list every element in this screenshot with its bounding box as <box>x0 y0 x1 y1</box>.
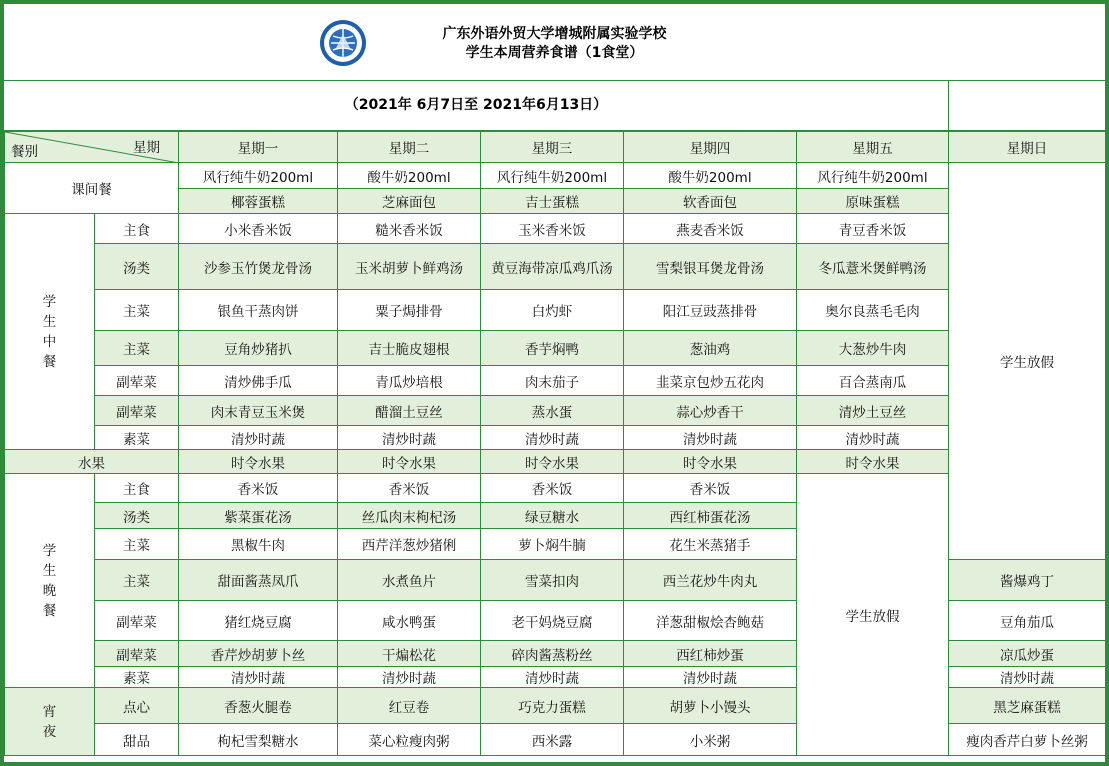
fruit-cell: 时令水果 <box>481 450 624 474</box>
table-row <box>5 396 1106 426</box>
late-snack-dish: 胡萝卜小馒头 <box>624 688 797 724</box>
sunday-dinner-dish: 酱爆鸡丁 <box>949 560 1106 601</box>
sunday-lunch-note: 学生放假 <box>949 163 1106 560</box>
date-row <box>4 81 1105 131</box>
dinner-dish: 清炒时蔬 <box>624 667 797 688</box>
dinner-dish: 西芹洋葱炒猪俐 <box>338 529 481 560</box>
dish-type: 主食 <box>95 474 179 503</box>
late-snack-dish: 香葱火腿卷 <box>179 688 338 724</box>
dish-type: 汤类 <box>95 503 179 529</box>
dinner-dish: 清炒时蔬 <box>481 667 624 688</box>
dinner-label <box>5 474 95 688</box>
meal-header: 餐别 <box>11 144 38 160</box>
lunch-dish: 肉末青豆玉米煲 <box>179 396 338 426</box>
lunch-dish: 白灼虾 <box>481 290 624 331</box>
dinner-dish: 西兰花炒牛肉丸 <box>624 560 797 601</box>
dinner-dish: 洋葱甜椒烩杏鲍菇 <box>624 601 797 641</box>
day-header: 星期二 <box>338 132 481 163</box>
lunch-dish: 清炒时蔬 <box>179 426 338 450</box>
lunch-dish: 沙参玉竹煲龙骨汤 <box>179 244 338 290</box>
lunch-dish: 冬瓜薏米煲鲜鸭汤 <box>797 244 949 290</box>
dinner-dish: 黑椒牛肉 <box>179 529 338 560</box>
dish-type: 副荤菜 <box>95 641 179 667</box>
menu-subtitle: 学生本周营养食谱（1食堂） <box>465 45 644 61</box>
date-range: （2021年 6月7日至 2021年6月13日） <box>4 81 949 130</box>
dinner-dish: 紫菜蛋花汤 <box>179 503 338 529</box>
dinner-dish: 雪菜扣肉 <box>481 560 624 601</box>
lunch-dish: 蒸水蛋 <box>481 396 624 426</box>
lunch-label <box>5 214 95 450</box>
dinner-dish: 丝瓜肉末枸杞汤 <box>338 503 481 529</box>
sunday-dinner-dish: 凉瓜炒蛋 <box>949 641 1106 667</box>
menu-table <box>4 131 1106 756</box>
sunday-late-snack-dish: 黑芝麻蛋糕 <box>949 688 1106 724</box>
lunch-dish: 肉末茄子 <box>481 366 624 396</box>
dish-type: 主食 <box>95 214 179 244</box>
dinner-dish: 香米饭 <box>338 474 481 503</box>
dish-type: 主菜 <box>95 331 179 366</box>
dinner-label-char: 学 <box>42 542 57 559</box>
snack-pastry-cell: 软香面包 <box>624 189 797 214</box>
sunday-late-snack-dish: 瘦肉香芹白萝卜丝粥 <box>949 724 1106 756</box>
late-snack-dish: 红豆卷 <box>338 688 481 724</box>
dish-type: 点心 <box>95 688 179 724</box>
late-snack-label-char: 宵 <box>42 703 57 720</box>
lunch-dish: 清炒时蔬 <box>481 426 624 450</box>
table-row <box>5 290 1106 331</box>
dish-type: 主菜 <box>95 560 179 601</box>
dish-type: 主菜 <box>95 529 179 560</box>
lunch-dish: 阳江豆豉蒸排骨 <box>624 290 797 331</box>
dish-type: 副荤菜 <box>95 396 179 426</box>
late-snack-dish: 枸杞雪梨糖水 <box>179 724 338 756</box>
dinner-dish: 花生米蒸猪手 <box>624 529 797 560</box>
lunch-dish: 糙米香米饭 <box>338 214 481 244</box>
school-name: 广东外语外贸大学增城附属实验学校 <box>442 26 667 42</box>
late-snack-label-char: 夜 <box>42 723 57 740</box>
lunch-label-char: 生 <box>42 313 57 330</box>
table-row <box>5 426 1106 450</box>
lunch-dish: 清炒佛手瓜 <box>179 366 338 396</box>
dinner-dish: 老干妈烧豆腐 <box>481 601 624 641</box>
weekday-header: 星期 <box>133 140 160 156</box>
dinner-dish: 咸水鸭蛋 <box>338 601 481 641</box>
snack-pastry-cell: 芝麻面包 <box>338 189 481 214</box>
lunch-dish: 青豆香米饭 <box>797 214 949 244</box>
lunch-dish: 黄豆海带凉瓜鸡爪汤 <box>481 244 624 290</box>
table-row <box>5 163 1106 189</box>
lunch-dish: 小米香米饭 <box>179 214 338 244</box>
dinner-label-char: 晚 <box>42 582 57 599</box>
lunch-dish: 玉米胡萝卜鲜鸡汤 <box>338 244 481 290</box>
snack-pastry-cell: 原味蛋糕 <box>797 189 949 214</box>
lunch-dish: 青瓜炒培根 <box>338 366 481 396</box>
snack-milk-cell: 酸牛奶200ml <box>624 163 797 189</box>
late-snack-dish: 小米粥 <box>624 724 797 756</box>
dinner-dish: 香米饭 <box>179 474 338 503</box>
table-row <box>5 366 1106 396</box>
dinner-dish: 清炒时蔬 <box>338 667 481 688</box>
late-snack-dish: 菜心粒瘦肉粥 <box>338 724 481 756</box>
lunch-dish: 粟子焗排骨 <box>338 290 481 331</box>
dinner-dish: 绿豆糖水 <box>481 503 624 529</box>
dish-type: 甜品 <box>95 724 179 756</box>
snack-milk-cell: 风行纯牛奶200ml <box>179 163 338 189</box>
lunch-dish: 清炒时蔬 <box>338 426 481 450</box>
table-row <box>5 214 1106 244</box>
lunch-dish: 银鱼干蒸肉饼 <box>179 290 338 331</box>
fruit-label: 水果 <box>5 450 179 474</box>
snack-pastry-cell: 吉士蛋糕 <box>481 189 624 214</box>
lunch-dish: 蒜心炒香干 <box>624 396 797 426</box>
dinner-label-char: 生 <box>42 562 57 579</box>
dinner-dish: 香米饭 <box>481 474 624 503</box>
dinner-dish: 甜面酱蒸凤爪 <box>179 560 338 601</box>
day-header: 星期三 <box>481 132 624 163</box>
fruit-cell: 时令水果 <box>338 450 481 474</box>
snack-milk-cell: 风行纯牛奶200ml <box>797 163 949 189</box>
late-snack-dish: 巧克力蛋糕 <box>481 688 624 724</box>
dish-type: 汤类 <box>95 244 179 290</box>
header <box>4 4 1105 81</box>
dinner-dish: 香芹炒胡萝卜丝 <box>179 641 338 667</box>
dinner-dish: 香米饭 <box>624 474 797 503</box>
friday-night-note: 学生放假 <box>797 474 949 756</box>
dish-type: 副荤菜 <box>95 601 179 641</box>
table-row <box>5 244 1106 290</box>
lunch-dish: 百合蒸南瓜 <box>797 366 949 396</box>
table-row <box>5 474 1106 503</box>
lunch-dish: 豆角炒猪扒 <box>179 331 338 366</box>
lunch-dish: 香芋焖鸭 <box>481 331 624 366</box>
dish-type: 主菜 <box>95 290 179 331</box>
sunday-dinner-dish: 豆角茄瓜 <box>949 601 1106 641</box>
dinner-dish: 猪红烧豆腐 <box>179 601 338 641</box>
lunch-dish: 清炒时蔬 <box>797 426 949 450</box>
day-header: 星期日 <box>949 132 1106 163</box>
dish-type: 素菜 <box>95 426 179 450</box>
meal-weekday-header <box>5 132 179 163</box>
sunday-dinner-dish: 清炒时蔬 <box>949 667 1106 688</box>
dinner-dish: 碎肉酱蒸粉丝 <box>481 641 624 667</box>
snack-milk-cell: 风行纯牛奶200ml <box>481 163 624 189</box>
table-row <box>5 132 1106 163</box>
lunch-dish: 韭菜京包炒五花肉 <box>624 366 797 396</box>
lunch-dish: 雪梨银耳煲龙骨汤 <box>624 244 797 290</box>
dinner-label-char: 餐 <box>42 602 57 619</box>
dish-type: 素菜 <box>95 667 179 688</box>
fruit-cell: 时令水果 <box>797 450 949 474</box>
dinner-dish: 西红柿炒蛋 <box>624 641 797 667</box>
lunch-dish: 玉米香米饭 <box>481 214 624 244</box>
late-snack-label <box>5 688 95 756</box>
snack-pastry-cell: 椰蓉蛋糕 <box>179 189 338 214</box>
lunch-dish: 大葱炒牛肉 <box>797 331 949 366</box>
dinner-dish: 干煸松花 <box>338 641 481 667</box>
day-header: 星期一 <box>179 132 338 163</box>
dinner-dish: 水煮鱼片 <box>338 560 481 601</box>
dish-type: 副荤菜 <box>95 366 179 396</box>
snack-label: 课间餐 <box>5 163 179 214</box>
dinner-dish: 清炒时蔬 <box>179 667 338 688</box>
lunch-dish: 清炒土豆丝 <box>797 396 949 426</box>
dinner-dish: 萝卜焖牛腩 <box>481 529 624 560</box>
fruit-cell: 时令水果 <box>179 450 338 474</box>
lunch-dish: 醋溜土豆丝 <box>338 396 481 426</box>
lunch-label-char: 餐 <box>42 353 57 370</box>
dinner-dish: 西红柿蛋花汤 <box>624 503 797 529</box>
fruit-cell: 时令水果 <box>624 450 797 474</box>
lunch-dish: 奥尔良蒸毛毛肉 <box>797 290 949 331</box>
table-row <box>5 331 1106 366</box>
lunch-label-char: 学 <box>42 293 57 310</box>
snack-milk-cell: 酸牛奶200ml <box>338 163 481 189</box>
lunch-dish: 葱油鸡 <box>624 331 797 366</box>
lunch-label-char: 中 <box>42 333 57 350</box>
lunch-dish: 燕麦香米饭 <box>624 214 797 244</box>
day-header: 星期五 <box>797 132 949 163</box>
late-snack-dish: 西米露 <box>481 724 624 756</box>
lunch-dish: 吉士脆皮翅根 <box>338 331 481 366</box>
lunch-dish: 清炒时蔬 <box>624 426 797 450</box>
day-header: 星期四 <box>624 132 797 163</box>
table-row <box>5 450 1106 474</box>
